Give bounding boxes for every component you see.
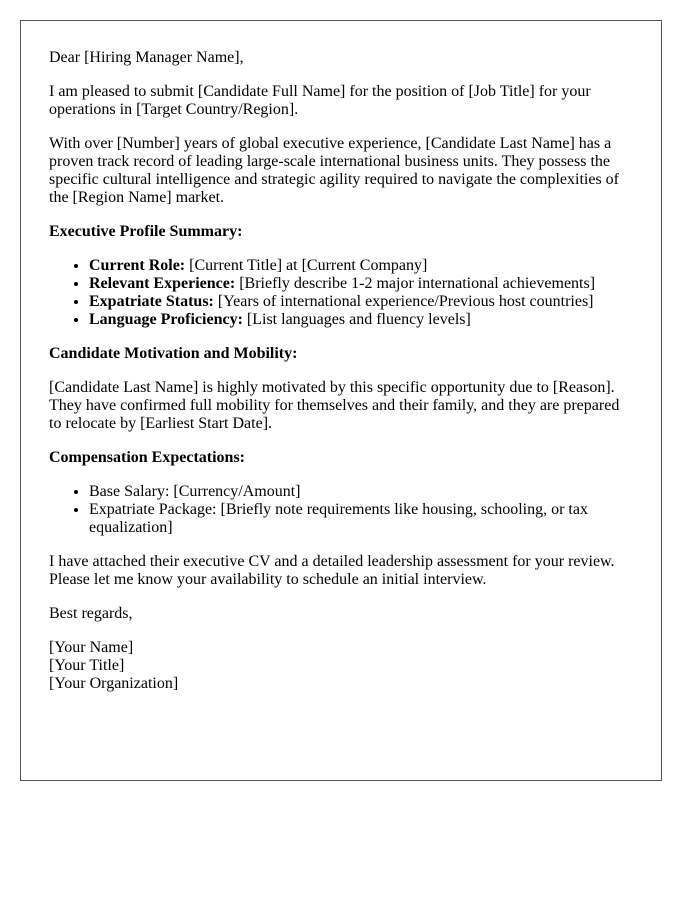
signature-block bbox=[49, 639, 632, 693]
intro-paragraph: I am pleased to submit [Candidate Full Name] for the position of [Job Title] for your operations in [Target Country/Region]. bbox=[49, 83, 591, 118]
profile-heading-text: Executive Profile Summary: bbox=[49, 223, 243, 240]
list-item bbox=[89, 275, 632, 293]
compensation-heading-text: Compensation Expectations: bbox=[49, 449, 246, 466]
signature-organization: [Your Organization] bbox=[49, 675, 179, 692]
list-item bbox=[89, 311, 632, 329]
compensation-heading bbox=[49, 449, 632, 467]
item-value: [Briefly describe 1-2 major international achievements] bbox=[235, 275, 596, 292]
item-label: Expatriate Status: bbox=[89, 293, 214, 310]
letter-document bbox=[20, 20, 662, 781]
experience-paragraph: With over [Number] years of global executive experience, [Candidate Last Name] has a proven track record of leading large-scale international business units. They possess the specific cultural intelligence and strategic agility required to navigate the complexities of the [Region Name] market. bbox=[49, 135, 620, 206]
compensation-list bbox=[49, 483, 632, 537]
signature-name: [Your Name] bbox=[49, 639, 134, 656]
item-value: [List languages and fluency levels] bbox=[242, 311, 471, 328]
motivation-heading-text: Candidate Motivation and Mobility: bbox=[49, 345, 298, 362]
salutation: Dear [Hiring Manager Name], bbox=[49, 49, 244, 66]
list-item: • Base Salary: [Currency/Amount] bbox=[89, 483, 632, 501]
signature-title: [Your Title] bbox=[49, 657, 125, 674]
list-item bbox=[89, 257, 632, 275]
profile-heading bbox=[49, 223, 632, 241]
list-item bbox=[89, 293, 632, 311]
item-label: Relevant Experience: bbox=[89, 275, 236, 292]
motivation-paragraph: [Candidate Last Name] is highly motivated by this specific opportunity due to [Reason]. They have confirmed full mobility for themselves and their family, and they are prepared to relocate by [Earliest Start Date]. bbox=[49, 379, 620, 432]
item-value: [Current Title] at [Current Company] bbox=[185, 257, 428, 274]
item-value: [Years of international experience/Previous host countries] bbox=[213, 293, 594, 310]
sign-off: Best regards, bbox=[49, 605, 133, 622]
item-label: Current Role: bbox=[89, 257, 186, 274]
item-label: Language Proficiency: bbox=[89, 311, 243, 328]
profile-list bbox=[49, 257, 632, 329]
closing-paragraph: I have attached their executive CV and a detailed leadership assessment for your review. Please let me know your availability to schedule an initial interview. bbox=[49, 553, 615, 588]
motivation-heading bbox=[49, 345, 632, 363]
list-item: • Expatriate Package: [Briefly note requirements like housing, schooling, or tax equalization] bbox=[89, 501, 632, 537]
